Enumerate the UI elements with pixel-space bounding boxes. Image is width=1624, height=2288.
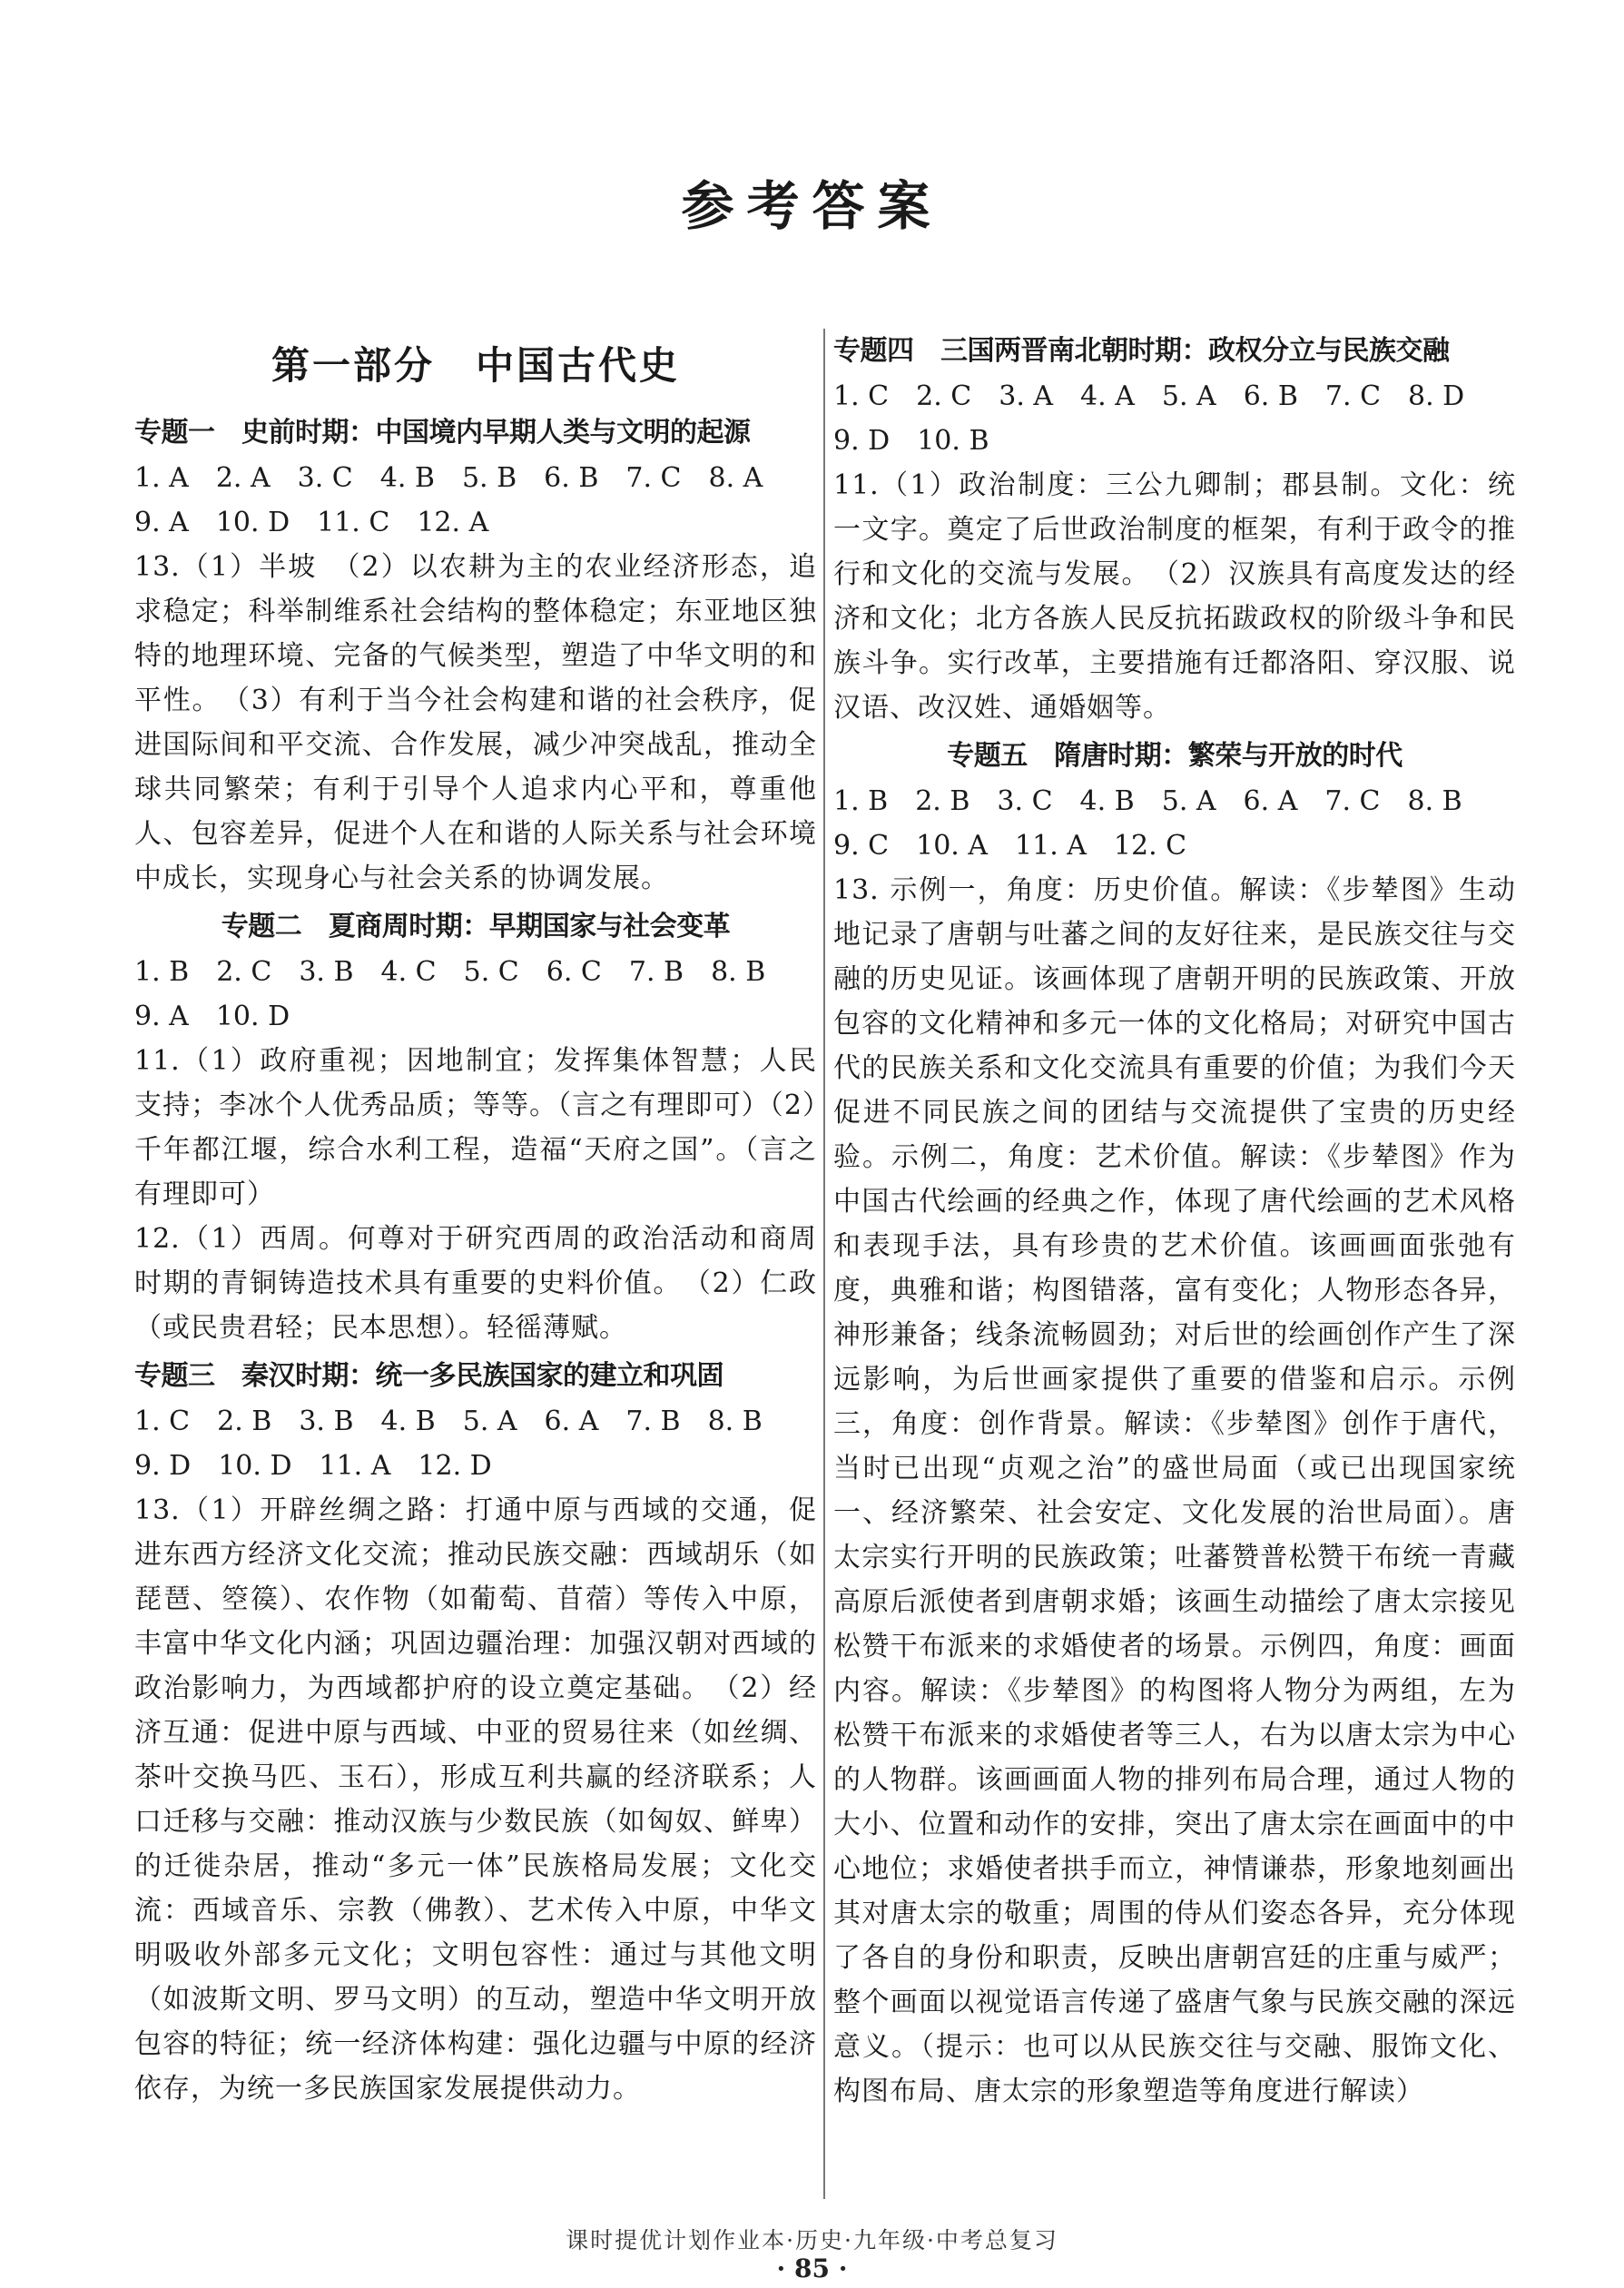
section-3 bbox=[134, 1354, 817, 2111]
answer-paragraph: 11.（1）政治制度：三公九卿制；郡县制。文化：统一文字。奠定了后世政治制度的框架，有利于政令的推行和文化的交流与发展。 （2）汉族具有高度发达的经济和文化；北方各族人民反抗拓跋政权的阶级斗争和民族斗争。实行改革，主要措施有迁都洛阳、穿汉服、说汉语、改汉姓、通婚姻等。 bbox=[833, 469, 1516, 724]
page-number: · 85 · bbox=[776, 2253, 848, 2283]
footer-book-title: 课时提优计划作业本·历史·九年级·中考总复习 bbox=[566, 2227, 1058, 2253]
left-column bbox=[134, 329, 817, 2111]
mc-answers: 9. C 10. A 11. A 12. C bbox=[833, 830, 1187, 862]
mc-answers: 1. B 2. C 3. B 4. C 5. C 6. C 7. B 8. B bbox=[134, 956, 766, 988]
page-title: 参考答案 bbox=[681, 175, 943, 237]
section-title: 专题五 隋唐时期：繁荣与开放的时代 bbox=[947, 740, 1403, 772]
section-2 bbox=[134, 904, 817, 1350]
right-column bbox=[833, 329, 1516, 2114]
section-title: 专题一 史前时期：中国境内早期人类与文明的起源 bbox=[134, 417, 751, 449]
answer-paragraph: 13. 示例一，角度：历史价值。解读：《步辇图》生动地记录了唐朝与吐蕃之间的友好往来，是民族交往与交融的历史见证。该画体现了唐朝开明的民族政策、开放包容的文化精神和多元一体的文化格局；对研究中国古代的民族关系和文化交流具有重要的价值；为我们今天促进不同民族之间的团结与交流提供了宝贵的历史经验。示例二，角度：艺术价值。解读：《步辇图》作为中国古代绘画的经典之作，体现了唐代绘画的艺术风格和表现手法，具有珍贵的艺术价值。该画画面张弛有度，典雅和谐；构图错落，富有变化；人物形态各异，神形兼备；线条流畅圆劲；对后世的绘画创作产生了深远影响，为后世画家提供了重要的借鉴和启示。示例三，角度：创作背景。解读：《步辇图》创作于唐代，当时已出现“贞观之治”的盛世局面（或已出现国家统一、经济繁荣、社会安定、文化发展的治世局面）。唐太宗实行开明的民族政策；吐蕃赞普松赞干布统一青藏高原后派使者到唐朝求婚；该画生动描绘了唐太宗接见松赞干布派来的求婚使者的场景。示例四，角度：画面内容。解读：《步辇图》的构图将人物分为两组，左为松赞干布派来的求婚使者等三人，右为以唐太宗为中心的人物群。该画画面人物的排列布局合理，通过人物的大小、位置和动作的安排，突出了唐太宗在画面中的中心地位；求婚使者拱手而立，神情谦恭，形象地刻画出其对唐太宗的敬重；周围的侍从们姿态各异，充分体现了各自的身份和职责，反映出唐朝宫廷的庄重与威严；整个画面以视觉语言传递了盛唐气象与民族交融的深远意义。（提示：也可以从民族交往与交融、服饰文化、构图布局、唐太宗的形象塑造等角度进行解读） bbox=[833, 874, 1516, 2107]
section-title: 专题三 秦汉时期：统一多民族国家的建立和巩固 bbox=[134, 1360, 723, 1392]
section-title: 专题二 夏商周时期：早期国家与社会变革 bbox=[221, 911, 731, 942]
section-title: 专题四 三国两晋南北朝时期：政权分立与民族交融 bbox=[833, 335, 1450, 367]
column-divider bbox=[823, 329, 825, 2199]
mc-answers: 9. D 10. D 11. A 12. D bbox=[134, 1450, 492, 1482]
answer-paragraph: 13.（1）半坡 （2）以农耕为主的农业经济形态，追求稳定；科举制维系社会结构的整体稳定；东亚地区独特的地理环境、完备的气候类型，塑造了中华文明的和平性。 （3）有利于当今社会构建和谐的社会秩序，促进国际间和平交流、合作发展，减少冲突战乱，推动全球共同繁荣；有利于引导个人追求内心平和，尊重他人、包容差异，促进个人在和谐的人际关系与社会环境中成长，实现身心与社会关系的协调发展。 bbox=[134, 551, 817, 894]
mc-answers: 1. C 2. C 3. A 4. A 5. A 6. B 7. C 8. D bbox=[833, 380, 1465, 412]
section-5 bbox=[833, 734, 1516, 2114]
mc-answers: 9. A 10. D 11. C 12. A bbox=[134, 507, 489, 538]
mc-answers: 1. C 2. B 3. B 4. B 5. A 6. A 7. B 8. B bbox=[134, 1405, 763, 1437]
answer-paragraph: 13.（1）开辟丝绸之路：打通中原与西域的交通，促进东西方经济文化交流；推动民族交融：西域胡乐（如琵琶、箜篌）、农作物（如葡萄、苜蓿）等传入中原，丰富中华文化内涵；巩固边疆治理：加强汉朝对西域的政治影响力，为西域都护府的设立奠定基础。 （2）经济互通：促进中原与西域、中亚的贸易往来（如丝绸、茶叶交换马匹、玉石），形成互利共赢的经济联系；人口迁移与交融：推动汉族与少数民族（如匈奴、鲜卑）的迁徙杂居，推动“多元一体”民族格局发展；文化交流：西域音乐、宗教（佛教）、艺术传入中原，中华文明吸收外部多元文化；文明包容性：通过与其他文明（如波斯文明、罗马文明）的互动，塑造中华文明开放包容的特征；统一经济体构建：强化边疆与中原的经济依存，为统一多民族国家发展提供动力。 bbox=[134, 1494, 817, 2105]
part-title: 第一部分 中国古代史 bbox=[271, 343, 680, 388]
section-4 bbox=[833, 329, 1516, 730]
mc-answers: 9. A 10. D bbox=[134, 1001, 290, 1032]
answer-paragraph: 11.（1）政府重视；因地制宜；发挥集体智慧；人民支持；李冰个人优秀品质；等等。（言之有理即可）（2）千年都江堰，综合水利工程，造福“天府之国”。（言之有理即可） bbox=[134, 1045, 817, 1210]
mc-answers: 1. A 2. A 3. C 4. B 5. B 6. B 7. C 8. A bbox=[134, 462, 763, 494]
mc-answers: 9. D 10. B bbox=[833, 425, 989, 457]
section-1 bbox=[134, 410, 817, 901]
mc-answers: 1. B 2. B 3. C 4. B 5. A 6. A 7. C 8. B bbox=[833, 785, 1462, 817]
answer-paragraph: 12.（1）西周。何尊对于研究西周的政治活动和商周时期的青铜铸造技术具有重要的史料价值。 （2）仁政（或民贵君轻；民本思想）。轻徭薄赋。 bbox=[134, 1223, 817, 1344]
